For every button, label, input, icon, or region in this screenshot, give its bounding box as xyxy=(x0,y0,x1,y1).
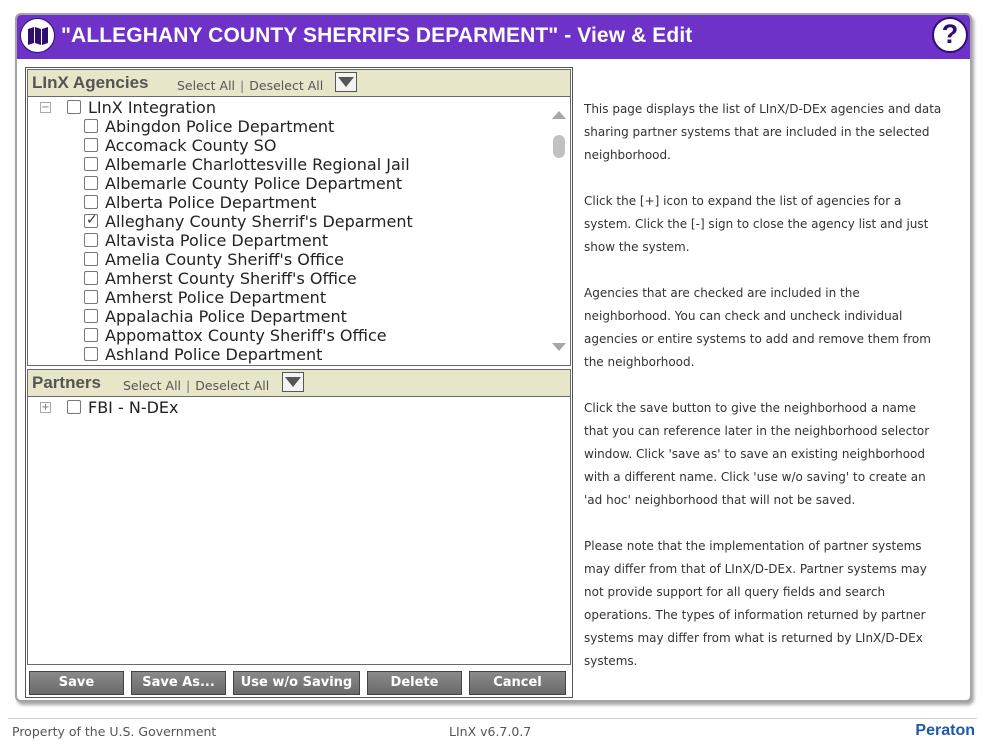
agency-label: Alberta Police Department xyxy=(105,193,317,212)
agency-label: Amherst County Sheriff's Office xyxy=(105,269,357,288)
agencies-list[interactable] xyxy=(27,97,571,366)
agency-row[interactable] xyxy=(84,156,504,175)
agencies-title: LInX Agencies xyxy=(32,73,149,92)
agency-row[interactable] xyxy=(84,270,504,289)
agencies-dropdown-button[interactable] xyxy=(335,72,357,92)
agency-checkbox[interactable] xyxy=(84,252,98,266)
agency-label: Amelia County Sheriff's Office xyxy=(105,250,344,269)
partner-row[interactable] xyxy=(40,399,340,418)
partners-select-links xyxy=(123,378,269,393)
save-as-button[interactable]: Save As... xyxy=(131,671,226,695)
help-paragraph: Agencies that are checked are included in the neighborhood. You can check and uncheck individual agencies or entire systems to add and remove them from the neighborhood. xyxy=(584,286,931,369)
agency-checkbox[interactable] xyxy=(84,119,98,133)
partners-deselect-all-link[interactable]: Deselect All xyxy=(195,378,270,393)
neighborhood-dialog xyxy=(15,13,972,702)
scroll-thumb[interactable] xyxy=(553,135,565,158)
agencies-header xyxy=(27,69,571,97)
agency-checkbox[interactable] xyxy=(84,214,98,228)
save-button[interactable]: Save xyxy=(29,671,124,695)
agency-row[interactable] xyxy=(84,118,504,137)
agency-label: Ashland Police Department xyxy=(105,345,323,364)
agency-checkbox[interactable] xyxy=(84,328,98,342)
agency-row[interactable] xyxy=(84,137,504,156)
agency-label: Albemarle Charlottesville Regional Jail xyxy=(105,155,410,174)
group-checkbox[interactable] xyxy=(67,100,81,114)
link-separator: | xyxy=(240,78,245,93)
footer xyxy=(8,718,977,749)
agency-checkbox[interactable] xyxy=(84,157,98,171)
agency-checkbox[interactable] xyxy=(84,233,98,247)
partners-title: Partners xyxy=(32,373,101,392)
agency-label: Altavista Police Department xyxy=(105,231,329,250)
help-paragraph: Click the [+] icon to expand the list of agencies for a system. Click the [-] sign to close the agency list and just show the system. xyxy=(584,194,929,254)
scroll-up-arrow-icon[interactable] xyxy=(552,111,566,119)
agency-checkbox[interactable] xyxy=(84,290,98,304)
agency-label: Alleghany County Sherrif's Deparment xyxy=(105,212,413,231)
partners-select-all-link[interactable]: Select All xyxy=(123,378,182,393)
agency-label: Amherst Police Department xyxy=(105,288,327,307)
agency-row[interactable] xyxy=(84,308,504,327)
scroll-down-arrow-icon[interactable] xyxy=(552,343,566,351)
agency-row[interactable] xyxy=(84,213,504,232)
agency-checkbox[interactable] xyxy=(84,309,98,323)
footer-version: LInX v6.7.0.7 xyxy=(449,724,532,739)
title-bar xyxy=(17,15,970,59)
partners-list[interactable] xyxy=(27,397,571,665)
agency-row[interactable] xyxy=(84,251,504,270)
partner-label: FBI - N-DEx xyxy=(88,398,179,417)
agencies-scrollbar[interactable] xyxy=(552,97,566,365)
agency-checkbox[interactable] xyxy=(84,176,98,190)
group-label: LInX Integration xyxy=(88,98,216,117)
agency-row[interactable] xyxy=(84,346,504,365)
expand-icon[interactable]: + xyxy=(41,402,50,413)
agency-checkbox[interactable] xyxy=(84,195,98,209)
agency-checkbox[interactable] xyxy=(84,271,98,285)
agency-row[interactable] xyxy=(84,194,504,213)
agency-row[interactable] xyxy=(84,175,504,194)
agency-label: Abingdon Police Department xyxy=(105,117,335,136)
agency-label: Appomattox County Sheriff's Office xyxy=(105,326,387,345)
group-row[interactable] xyxy=(38,99,238,118)
delete-button[interactable]: Delete xyxy=(367,671,462,695)
agency-row[interactable] xyxy=(84,327,504,346)
help-text xyxy=(584,98,944,696)
agency-label: Accomack County SO xyxy=(105,136,277,155)
agency-checkbox[interactable] xyxy=(84,347,98,361)
selection-panel xyxy=(25,67,573,698)
use-without-saving-button[interactable]: Use w/o Saving xyxy=(233,671,360,695)
map-icon[interactable] xyxy=(20,18,55,53)
help-paragraph: Please note that the implementation of partner systems may differ from that of LInX/D-DEx. Partner systems may not provide support for all query fields and search operations. The types of information returned by partner systems may differ from what is returned by LInX/D-DEx systems. xyxy=(584,539,927,668)
page-title: "ALLEGHANY COUNTY SHERRIFS DEPARMENT" - View & Edit xyxy=(61,24,693,47)
peraton-logo: Peraton xyxy=(915,722,975,739)
agency-row[interactable] xyxy=(84,289,504,308)
collapse-icon[interactable]: − xyxy=(41,102,50,113)
footer-ownership: Property of the U.S. Government xyxy=(12,724,217,739)
button-bar xyxy=(27,671,571,696)
agency-row[interactable] xyxy=(84,232,504,251)
partner-checkbox[interactable] xyxy=(67,400,81,414)
help-icon[interactable]: ? xyxy=(932,17,968,53)
agency-checkbox[interactable] xyxy=(84,138,98,152)
agencies-deselect-all-link[interactable]: Deselect All xyxy=(249,78,324,93)
cancel-button[interactable]: Cancel xyxy=(469,671,566,695)
link-separator: | xyxy=(186,378,191,393)
agencies-select-links xyxy=(177,78,323,93)
help-paragraph: This page displays the list of LInX/D-DEx agencies and data sharing partner systems that are included in the selected neighborhood. xyxy=(584,102,942,162)
agency-label: Albemarle County Police Department xyxy=(105,174,403,193)
agencies-select-all-link[interactable]: Select All xyxy=(177,78,236,93)
partners-dropdown-button[interactable] xyxy=(282,372,304,392)
partners-header xyxy=(27,369,571,397)
agency-label: Appalachia Police Department xyxy=(105,307,347,326)
help-paragraph: Click the save button to give the neighborhood a name that you can reference later in the neighborhood selector window. Click 'save as' to save an existing neighborhood with a different name. Click 'use w/o saving' to create an 'ad hoc' neighborhood that will not be saved. xyxy=(584,401,930,507)
